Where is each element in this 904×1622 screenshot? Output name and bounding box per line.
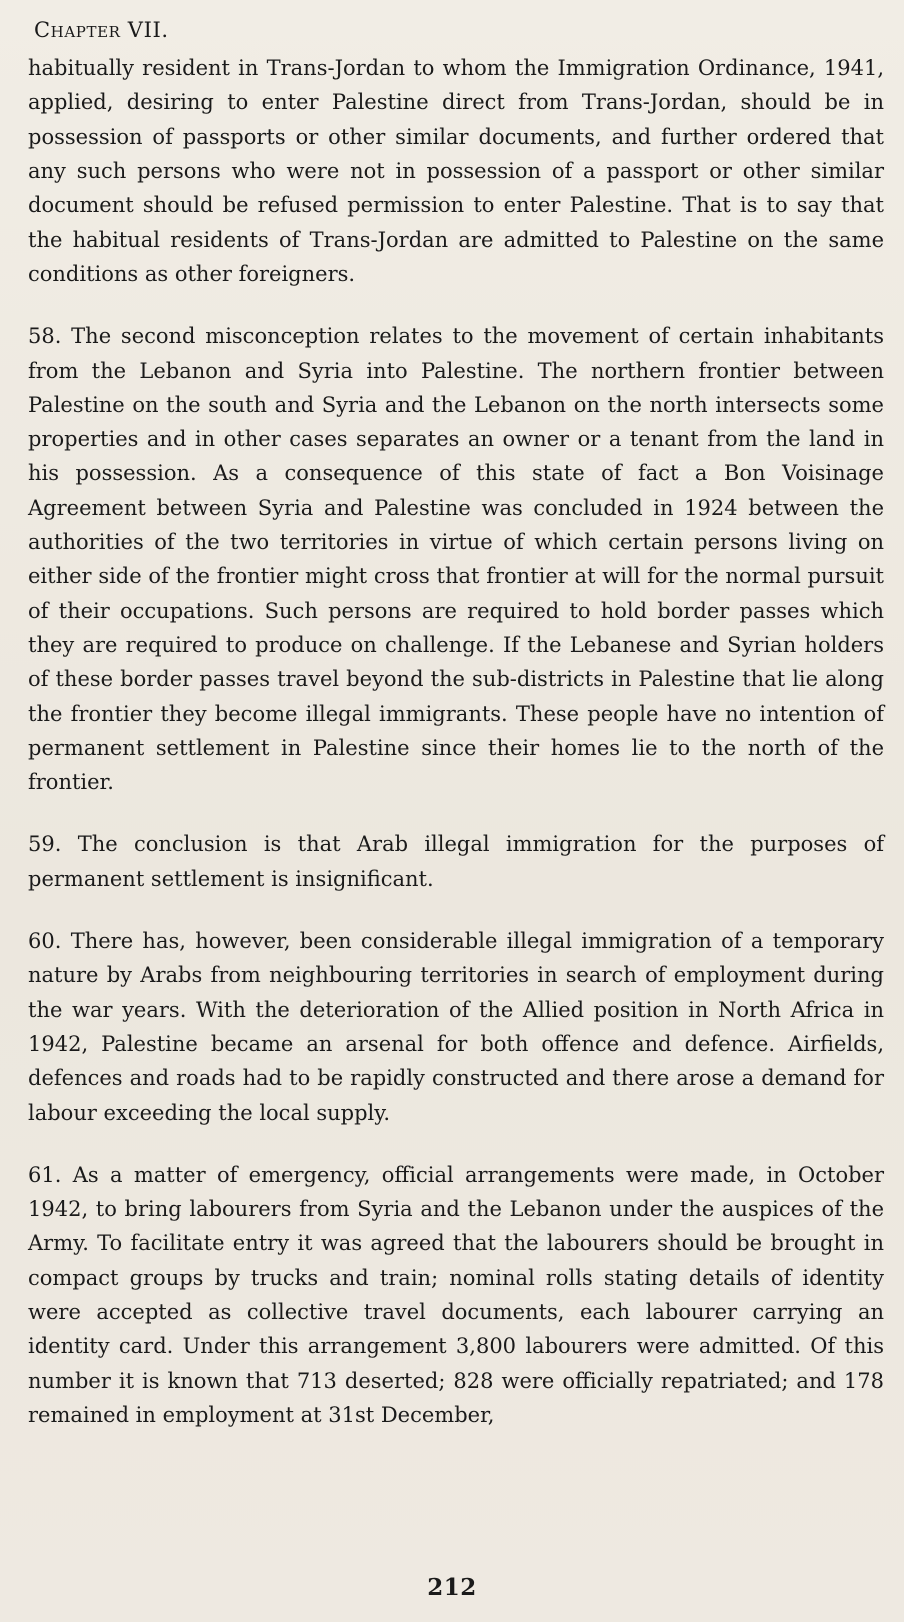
body-text <box>28 51 884 1432</box>
page-number: 212 <box>427 1574 477 1601</box>
running-head: Chapter VII. <box>34 18 169 42</box>
paragraph-gap <box>28 291 884 319</box>
paragraph-gap <box>28 896 884 924</box>
paragraph-58: 58. The second misconception relates to the movement of certain inhabitants from the Lebanon and Syria into Palestine. The northern frontier between Palestine on the south and Syria and the Lebanon on the north intersects some properties and in other cases separates an owner or a tenant from the land in his possession. As a consequence of this state of fact a Bon Voisinage Agreement between Syria and Palestine was concluded in 1924 between the authorities of the two territories in virtue of which certain persons living on either side of the frontier might cross that frontier at will for the normal pursuit of their occupations. Such persons are required to hold border passes which they are required to produce on challenge. If the Lebanese and Syrian holders of these border passes travel beyond the sub-districts in Palestine that lie along the frontier they become illegal immigrants. These people have no intention of permanent settlement in Palestine since their homes lie to the north of the frontier. <box>28 324 884 795</box>
paragraph-59: 59. The conclusion is that Arab illegal immigration for the purposes of permanent settlement is insignificant. <box>28 832 884 891</box>
paragraph-gap <box>28 1130 884 1158</box>
paragraph-60: 60. There has, however, been considerable illegal immigration of a temporary nature by Arabs from neighbouring territories in search of employment during the war years. With the deterioration of the Allied position in North Africa in 1942, Palestine became an arsenal for both offence and defence. Airfields, defences and roads had to be rapidly constructed and there arose a demand for labour exceeding the local supply. <box>28 929 884 1125</box>
paragraph-61: 61. As a matter of emergency, official arrangements were made, in October 1942, to bring labourers from Syria and the Lebanon under the auspices of the Army. To facilitate entry it was agreed that the labourers should be brought in compact groups by trucks and train; nominal rolls stating details of identity were accepted as collective travel documents, each labourer carrying an identity card. Under this arrangement 3,800 labourers were admitted. Of this number it is known that 713 deserted; 828 were officially repatriated; and 178 remained in employment at 31st December, <box>28 1162 884 1427</box>
paragraph-continuation: habitually resident in Trans-Jordan to whom the Immigration Ordinance, 1941, applied, desiring to enter Palestine direct from Trans-Jordan, should be in possession of passports or other similar documents, and further ordered that any such persons who were not in possession of a passport or other similar document should be refused permission to enter Palestine. That is to say that the habitual residents of Trans-Jordan are admitted to Palestine on the same conditions as other foreigners. <box>28 56 884 286</box>
paragraph-gap <box>28 799 884 827</box>
